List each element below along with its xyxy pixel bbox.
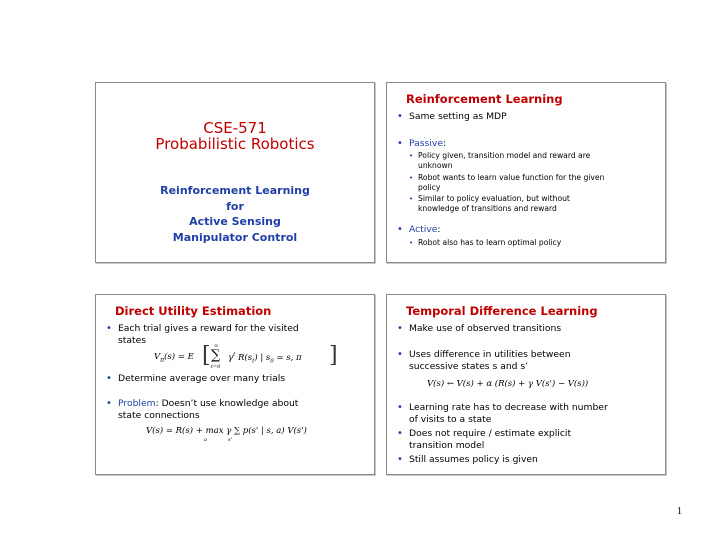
course-name: Probabilistic Robotics (155, 135, 315, 153)
bullet: • Problem: Doesn’t use knowledge about state connections (106, 398, 299, 421)
bullet-icon: • (409, 195, 414, 203)
bullet-icon: • (397, 349, 403, 360)
bullet: • Uses difference in utilities between successive states s and s’ (397, 349, 571, 372)
sub-bullet: • Similar to policy evaluation, but without knowledge of transitions and reward (409, 194, 570, 213)
bullet-icon: • (397, 111, 403, 122)
topic-line-2: for (226, 200, 244, 213)
bullet: • Does not require / estimate explicit transition model (397, 428, 572, 451)
bullet-icon: • (409, 152, 414, 160)
bullet: • Determine average over many trials (106, 373, 286, 384)
slide-title: Reinforcement Learning (406, 92, 563, 106)
bullet-icon: • (397, 323, 403, 334)
page-number: 1 (677, 506, 682, 517)
course-code: CSE-571 (203, 119, 267, 137)
sub-bullet: • Policy given, transition model and reward are unknown (409, 151, 591, 170)
slide-title: Temporal Difference Learning (406, 304, 598, 318)
bullet-icon: • (397, 138, 403, 149)
sub-bullet: • Robot wants to learn value function for the given policy (409, 173, 605, 192)
bullet-icon: • (397, 428, 403, 439)
bullet-icon: • (397, 224, 403, 235)
topic-line-1: Reinforcement Learning (160, 184, 310, 197)
bullet-icon: • (106, 323, 112, 334)
slide-reinforcement-learning (386, 82, 666, 263)
bullet: • Active: (397, 224, 441, 235)
bullet: • Each trial gives a reward for the visited states (106, 323, 299, 346)
bullet: • Learning rate has to decrease with number of visits to a state (397, 402, 608, 425)
bullet-icon: • (397, 402, 403, 413)
bullet: • Still assumes policy is given (397, 454, 538, 465)
bullet-icon: • (409, 174, 414, 182)
bullet-icon: • (409, 239, 414, 247)
formula-td-update: V(s) ← V(s) + α (R(s) + γ V(s') − V(s)) (427, 379, 589, 389)
topic-line-4: Manipulator Control (172, 231, 298, 244)
slide-temporal-difference-learning (386, 294, 666, 475)
topic-line-3: Active Sensing (189, 215, 281, 228)
bullet-icon: • (106, 398, 112, 409)
bullet: • Same setting as MDP (397, 111, 507, 122)
sub-bullet: • Robot also has to learn optimal policy (409, 238, 562, 247)
slide-direct-utility-estimation: Direct Utility Estimation • Each trial gives a reward for the visited states $V_\pi(s) = E$ [ ∞ ∑ t=0 $\gamma^t$ $R(s_t)$ | $s_0 = s$, π ] • Determine average over many trials • Problem: Doesn’t use knowledge about state connections V(s) = R(s) + max γ ∑ p(s' | s, a) V(s') a s' (95, 294, 375, 475)
bullet-icon: • (106, 373, 112, 384)
bullet-icon: • (397, 454, 403, 465)
bullet: • Make use of observed transitions (397, 323, 562, 334)
slide-title: Direct Utility Estimation (115, 304, 272, 318)
bullet: • Passive: (397, 138, 447, 149)
slide-title (95, 82, 375, 263)
